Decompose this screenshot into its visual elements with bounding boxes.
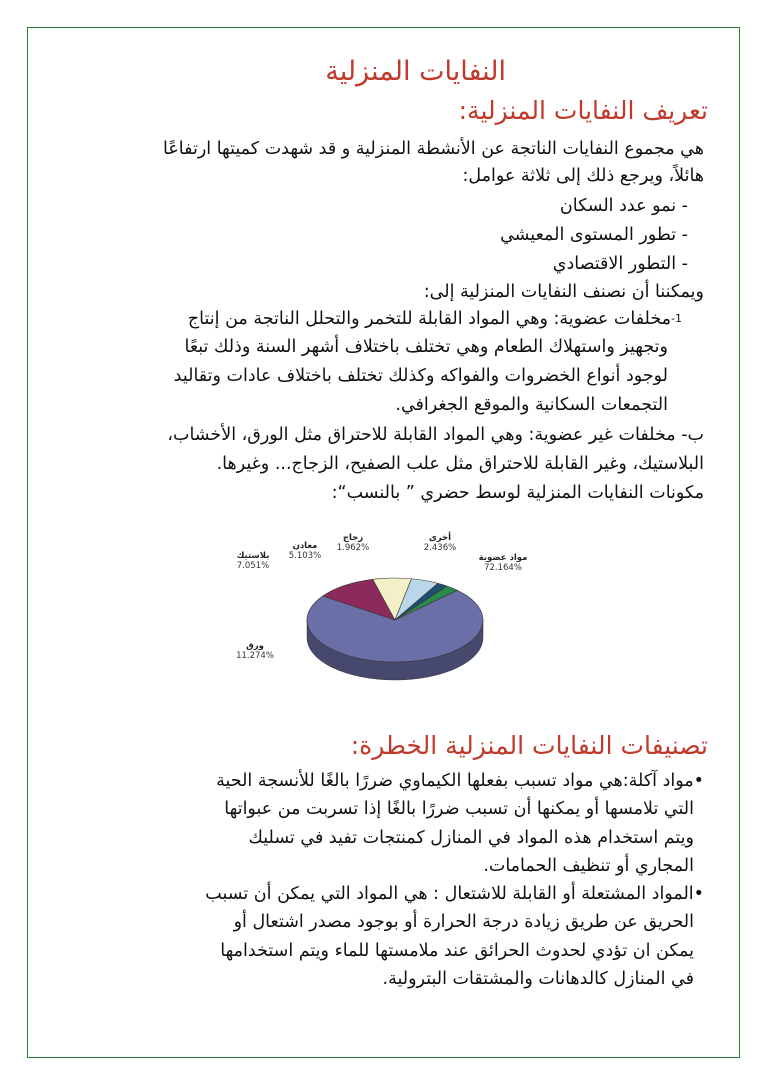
pie-slice-label: أخرى — [428, 533, 452, 543]
pie-slice-value: 11.274% — [236, 651, 274, 661]
pie-slice-label: معادن — [292, 541, 318, 551]
bullet: • — [693, 771, 704, 791]
organic-text: مخلفات عضوية: وهي المواد القابلة للتخمر والتحلل الناتجة من إنتاج — [187, 309, 672, 329]
paragraph-line: التي تلامسها أو يمكنها أن تسبب ضررًا بالغًا إذا تسربت من عبواتها — [224, 799, 694, 819]
waste-composition-pie-chart — [235, 530, 533, 695]
paragraph-line: يمكن ان تؤدي لحدوث الحرائق عند ملامستها للماء ويتم استخدامها — [220, 941, 694, 961]
pie-slice-label: بلاستيك — [236, 551, 270, 561]
paragraph-line: ويتم استخدام هذه المواد في المنازل كمنتجات تفيد في تسليك — [248, 828, 694, 848]
pie-slice-label: زجاج — [342, 533, 364, 543]
paragraph-line: ويمكننا أن نصنف النفايات المنزلية إلى: — [423, 282, 704, 302]
pie-slice-value: 1.962% — [336, 543, 370, 553]
list-item: - التطور الاقتصادي — [552, 254, 688, 274]
pie-slice-label: ورق — [246, 641, 264, 651]
pie-slice-value: 72.164% — [484, 563, 522, 573]
paragraph-line: هائلاً، ويرجع ذلك إلى ثلاثة عوامل: — [462, 166, 704, 186]
section-heading-hazardous: تصنيفات النفايات المنزلية الخطرة: — [350, 731, 708, 760]
paragraph-line: هي مجموع النفايات الناتجة عن الأنشطة المنزلية و قد شهدت كميتها ارتفاعًا — [163, 139, 704, 159]
flammable-text: المواد المشتعلة أو القابلة للاشتعال : هي المواد التي يمكن أن تسبب — [205, 884, 694, 904]
pie-slice-value: 5.103% — [288, 551, 322, 561]
pie-slice-label: مواد عضوية — [478, 553, 528, 563]
list-item: - تطور المستوى المعيشي — [500, 225, 688, 245]
list-number: 1- — [671, 312, 682, 325]
paragraph-line: المجاري أو تنظيف الحمامات. — [483, 856, 694, 876]
paragraph-line: في المنازل كالدهانات والمشتقات البترولية. — [382, 969, 694, 989]
page-title: النفايات المنزلية — [325, 56, 506, 87]
bullet-item-corrosive — [216, 768, 704, 794]
list-item-organic — [188, 306, 682, 332]
pie-chart-svg — [235, 530, 533, 695]
list-item: - نمو عدد السكان — [559, 196, 688, 216]
bullet-item-flammable — [205, 881, 704, 907]
paragraph-line: وتجهيز واستهلاك الطعام وهي تختلف باختلاف أشهر السنة وذلك تبعًا — [184, 337, 668, 357]
paragraph-line: الحريق عن طريق زيادة درجة الحرارة أو بوجود مصدر اشتعال أو — [233, 912, 694, 932]
list-item-inorganic: ب- مخلفات غير عضوية: وهي المواد القابلة للاحتراق مثل الورق، الأخشاب، — [167, 425, 704, 445]
paragraph-line: لوجود أنواع الخضروات والفواكه وكذلك تختلف باختلاف عادات وتقاليد — [173, 366, 668, 386]
paragraph-line: البلاستيك، وغير القابلة للاحتراق مثل علب الصفيح، الزجاج... وغيرها. — [216, 454, 704, 474]
pie-slice-value: 2.436% — [423, 543, 457, 553]
bullet: • — [693, 884, 704, 904]
paragraph-line: مكونات النفايات المنزلية لوسط حضري ” بالنسب“: — [331, 483, 704, 503]
section-heading-definition: تعريف النفايات المنزلية: — [458, 96, 708, 125]
corrosive-text: مواد آكلة:هي مواد تسبب بفعلها الكيماوي ضررًا بالغًا للأنسجة الحية — [216, 771, 694, 791]
pie-slice-value: 7.051% — [236, 561, 270, 571]
paragraph-line: التجمعات السكانية والموقع الجغرافي. — [395, 395, 668, 415]
